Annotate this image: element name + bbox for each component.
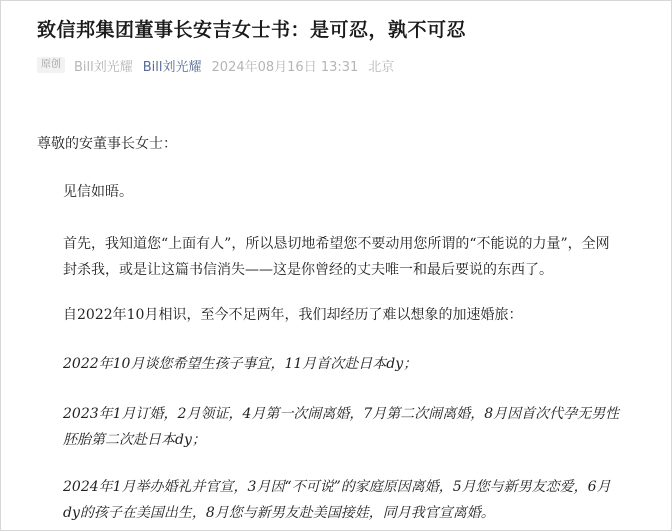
paragraph-line: 自2022年10月相识，至今不足两年，我们却经历了难以想象的加速婚旅： [63, 307, 523, 323]
account-name-link[interactable]: Bill刘光耀 [142, 59, 202, 75]
publish-location: 北京 [368, 59, 395, 75]
timeline-item-2024-cont: dy的孩子在美国出生，8月您与新男友赴美国接娃，同月我官宣离婚。 [63, 505, 495, 521]
article-title: 致信邦集团董事长安吉女士书：是可忍，孰不可忍 [37, 19, 467, 41]
paragraph-line: 封杀我，或是让这篇书信消失——这是你曾经的丈夫唯一和最后要说的东西了。 [63, 262, 553, 278]
timeline-item-2022: 2022年10月谈您希望生孩子事宜，11月首次赴日本dy； [63, 356, 418, 372]
salutation: 尊敬的安董事长女士： [37, 136, 177, 152]
author-name: Bill刘光耀 [74, 59, 133, 75]
paragraph-greeting: 见信如晤。 [63, 184, 133, 200]
publish-date: 2024年08月16日 13:31 [211, 59, 359, 75]
timeline-item-2023: 2023年1月订婚，2月领证，4月第一次闹离婚，7月第二次闹离婚，8月因首次代孕无男性 [63, 406, 620, 422]
paragraph-line: 首先，我知道您“上面有人”，所以恳切地希望您不要动用您所谓的“不能说的力量”，全网 [63, 236, 610, 252]
timeline-item-2024: 2024年1月举办婚礼并官宣，3月因“不可说”的家庭原因离婚，5月您与新男友恋爱，6月 [63, 479, 611, 495]
original-badge: 原创 [37, 57, 65, 73]
article-meta [37, 56, 394, 74]
timeline-item-2023-cont: 胚胎第二次赴日本dy； [63, 432, 206, 448]
